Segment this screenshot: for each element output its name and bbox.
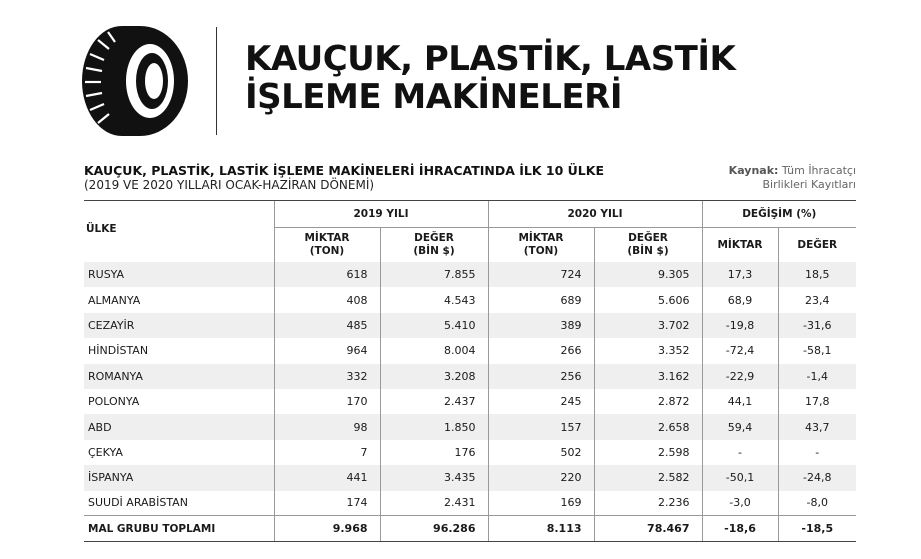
table-period: (2019 VE 2020 YILLARI OCAK-HAZİRAN DÖNEMİ) [84, 178, 375, 192]
tire-icon [78, 24, 190, 138]
val-2020: 2.582 [594, 465, 702, 490]
val-2019: 8.004 [380, 338, 488, 363]
table-row [84, 414, 856, 439]
change-val: 43,7 [778, 414, 856, 439]
export-table [84, 201, 856, 542]
header-qty-2019: MİKTAR (TON) [274, 228, 380, 263]
header-2019: 2019 YILI [274, 201, 488, 228]
change-qty: -22,9 [702, 364, 778, 389]
header-val-2019: DEĞER (BİN $) [380, 228, 488, 263]
country-name: RUSYA [84, 262, 274, 287]
country-name: HİNDİSTAN [88, 344, 149, 358]
val-2019: 3.435 [380, 465, 488, 490]
val-2019: 5.410 [380, 313, 488, 338]
title-line-2: İŞLEME MAKİNELERİ [245, 77, 622, 117]
qty-2019: 170 [274, 389, 380, 414]
change-qty: 44,1 [702, 389, 778, 414]
qty-2019: 98 [274, 414, 380, 439]
source-label: Kaynak: [728, 164, 779, 177]
val-2019: 176 [380, 440, 488, 465]
qty-2019: 618 [274, 262, 380, 287]
val-2020: 3.702 [594, 313, 702, 338]
qty-2019: 441 [274, 465, 380, 490]
change-val: -31,6 [778, 313, 856, 338]
country-name: ALMANYA [88, 293, 141, 307]
header-change: DEĞİŞİM (%) [702, 201, 856, 228]
header-val-2020: DEĞER (BİN $) [594, 228, 702, 263]
country-name: ROMANYA [84, 364, 274, 389]
header-country: ÜLKE [86, 223, 117, 235]
change-qty: 17,3 [702, 262, 778, 287]
change-val: -8,0 [778, 491, 856, 516]
total-label: MAL GRUBU TOPLAMI [84, 516, 274, 541]
source-line-1: Tüm İhracatçı [781, 164, 856, 177]
header-divider [216, 27, 217, 135]
qty-2019: 964 [274, 338, 380, 363]
qty-2019: 408 [274, 287, 380, 312]
val-2019: 2.431 [380, 491, 488, 516]
country-name: ÇEKYA [88, 445, 123, 459]
val-2020: 2.658 [594, 414, 702, 439]
qty-2020: 157 [488, 414, 594, 439]
val-2019: 4.543 [380, 287, 488, 312]
table-row [84, 313, 856, 338]
change-val: -58,1 [778, 338, 856, 363]
val-2019: 1.850 [380, 414, 488, 439]
source-note [729, 164, 856, 192]
country-name: POLONYA [88, 395, 140, 409]
val-2019: 7.855 [380, 262, 488, 287]
change-qty: -19,8 [702, 313, 778, 338]
table-caption [84, 163, 644, 193]
qty-2020: 389 [488, 313, 594, 338]
qty-2020: 220 [488, 465, 594, 490]
qty-2020: 169 [488, 491, 594, 516]
country-name: SUUDİ ARABİSTAN [88, 496, 188, 510]
table-row [84, 262, 856, 287]
qty-2020: 502 [488, 440, 594, 465]
total-change-val: -18,5 [778, 516, 856, 541]
val-2020: 2.872 [594, 389, 702, 414]
change-val: -24,8 [778, 465, 856, 490]
total-change-qty: -18,6 [702, 516, 778, 541]
title-line-1: KAUÇUK, PLASTİK, LASTİK [245, 39, 736, 79]
source-line-2: Birlikleri Kayıtları [762, 178, 856, 191]
table-row [84, 389, 856, 414]
change-qty: - [702, 440, 778, 465]
val-2020: 3.352 [594, 338, 702, 363]
qty-2019: 332 [274, 364, 380, 389]
table-row [84, 491, 856, 516]
change-val: 23,4 [778, 287, 856, 312]
change-val: - [778, 440, 856, 465]
val-2020: 5.606 [594, 287, 702, 312]
change-val: 18,5 [778, 262, 856, 287]
qty-2020: 724 [488, 262, 594, 287]
qty-2020: 256 [488, 364, 594, 389]
page-title [245, 40, 735, 116]
header-2020: 2020 YILI [488, 201, 702, 228]
change-qty: -50,1 [702, 465, 778, 490]
total-val-2019: 96.286 [380, 516, 488, 541]
total-row [84, 516, 856, 541]
header-row-groups [84, 201, 856, 228]
qty-2019: 7 [274, 440, 380, 465]
change-val: 17,8 [778, 389, 856, 414]
val-2019: 3.208 [380, 364, 488, 389]
qty-2020: 689 [488, 287, 594, 312]
total-qty-2020: 8.113 [488, 516, 594, 541]
val-2020: 9.305 [594, 262, 702, 287]
change-qty: -72,4 [702, 338, 778, 363]
table-row [84, 364, 856, 389]
val-2019: 2.437 [380, 389, 488, 414]
country-name: İSPANYA [84, 465, 274, 490]
change-qty: 59,4 [702, 414, 778, 439]
total-qty-2019: 9.968 [274, 516, 380, 541]
qty-2020: 266 [488, 338, 594, 363]
change-qty: 68,9 [702, 287, 778, 312]
total-val-2020: 78.467 [594, 516, 702, 541]
country-name: CEZAYİR [84, 313, 274, 338]
header-change-val: DEĞER [778, 228, 856, 263]
val-2020: 3.162 [594, 364, 702, 389]
table-row [84, 287, 856, 312]
change-qty: -3,0 [702, 491, 778, 516]
country-name: ABD [84, 414, 274, 439]
header-change-qty: MİKTAR [702, 228, 778, 263]
qty-2019: 485 [274, 313, 380, 338]
change-val: -1,4 [778, 364, 856, 389]
qty-2020: 245 [488, 389, 594, 414]
table-row [84, 338, 856, 363]
val-2020: 2.598 [594, 440, 702, 465]
table-row [84, 465, 856, 490]
header-qty-2020: MİKTAR (TON) [488, 228, 594, 263]
qty-2019: 174 [274, 491, 380, 516]
table-title: KAUÇUK, PLASTİK, LASTİK İŞLEME MAKİNELERİ İHRACATINDA İLK 10 ÜLKE [84, 163, 605, 178]
val-2020: 2.236 [594, 491, 702, 516]
table-row [84, 440, 856, 465]
